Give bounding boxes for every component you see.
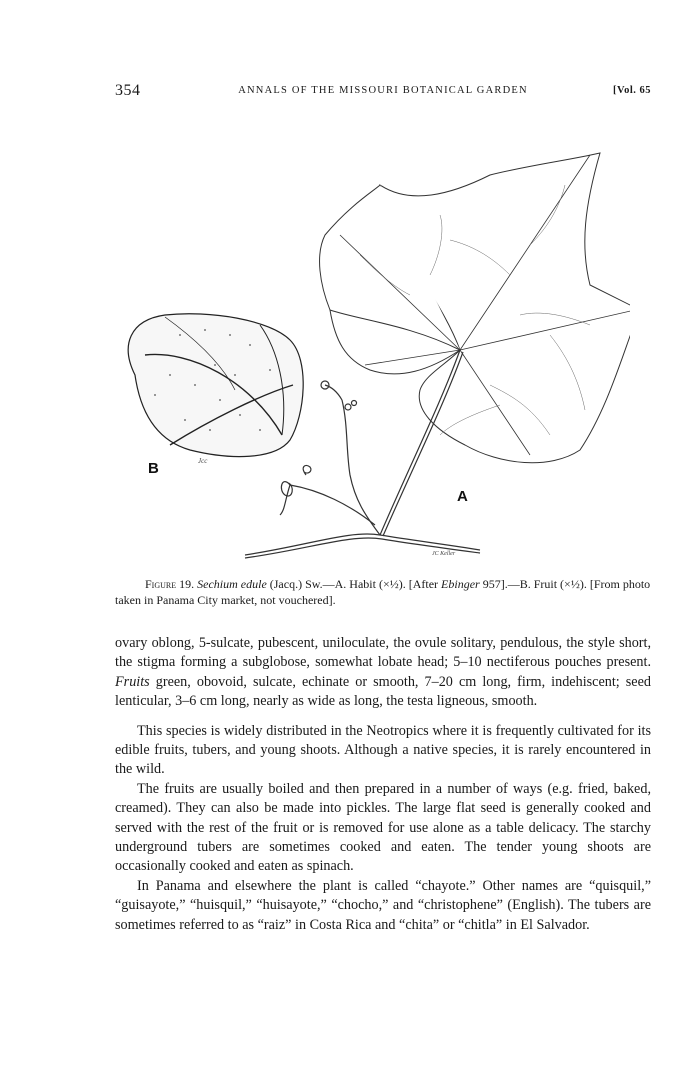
body-text — [115, 634, 651, 935]
paragraph-description-part-a: ovary oblong, 5-sulcate, pubescent, uniloculate, the ovule solitary, pendulous, the style short, the stigma forming a subglobose, somewhat lobate head; 5–10 nectiferous pouches present. — [115, 635, 651, 671]
caption-after-author: Ebinger — [441, 577, 480, 591]
paragraph-uses: The fruits are usually boiled and then prepared in a number of ways (e.g. fried, baked, creamed). They can also be made into pickles. The large flat seed is generally cooked and served with the rest of the fruit or is removed for use alone as a table delicacy. The starchy underground tubers are sometimes cooked and eaten. The tender young shoots are occasionally cooked and eaten as spinach. — [115, 780, 651, 875]
caption-rest: 957].—B. Fruit (×½). [From photo taken in Panama City market, not vouchered]. — [115, 577, 651, 607]
caption-authority: (Jacq.) Sw.—A. Habit (×½). [After — [269, 577, 439, 591]
running-header — [115, 82, 651, 104]
paragraph-description — [115, 634, 651, 712]
term-fruits: Fruits — [115, 673, 150, 690]
paragraph-common-names: In Panama and elsewhere the plant is called “chayote.” Other names are “quisquil,” “guisayote,” “huisquil,” “huisayote,” “chocho,” and “christophene” (English). The tubers are sometimes referred to as “raiz” in Costa Rica and “chita” or “chitla” in El Salvador. — [115, 877, 651, 933]
leaf-drawing — [320, 153, 630, 463]
artist-signature-a: JC Keller — [432, 551, 456, 557]
paragraph-distribution: This species is widely distributed in the Neotropics where it is frequently cultivated for its edible fruits, tubers, and young shoots. Although a native species, it is rarely encountered in the wild. — [115, 722, 651, 778]
fruit-drawing — [128, 314, 303, 457]
volume-label: [Vol. 65 — [612, 85, 651, 96]
figure-caption — [115, 576, 651, 608]
artist-signature-b: Jcc — [198, 457, 208, 465]
caption-figure-label: Figure 19. — [145, 577, 195, 591]
paragraph-description-part-b: green, obovoid, sulcate, echinate or smooth, 7–20 cm long, firm, indehiscent; seed lenticular, 3–6 cm long, nearly as wide as long, the testa ligneous, smooth. — [115, 673, 651, 710]
figure-19-drawing — [110, 145, 630, 565]
botanical-illustration — [110, 145, 630, 565]
figure-label-a: A — [457, 488, 468, 505]
caption-species: Sechium edule — [197, 577, 267, 591]
journal-title: ANNALS OF THE MISSOURI BOTANICAL GARDEN — [238, 85, 528, 96]
figure-label-b: B — [148, 460, 159, 477]
page-number: 354 — [115, 82, 141, 99]
